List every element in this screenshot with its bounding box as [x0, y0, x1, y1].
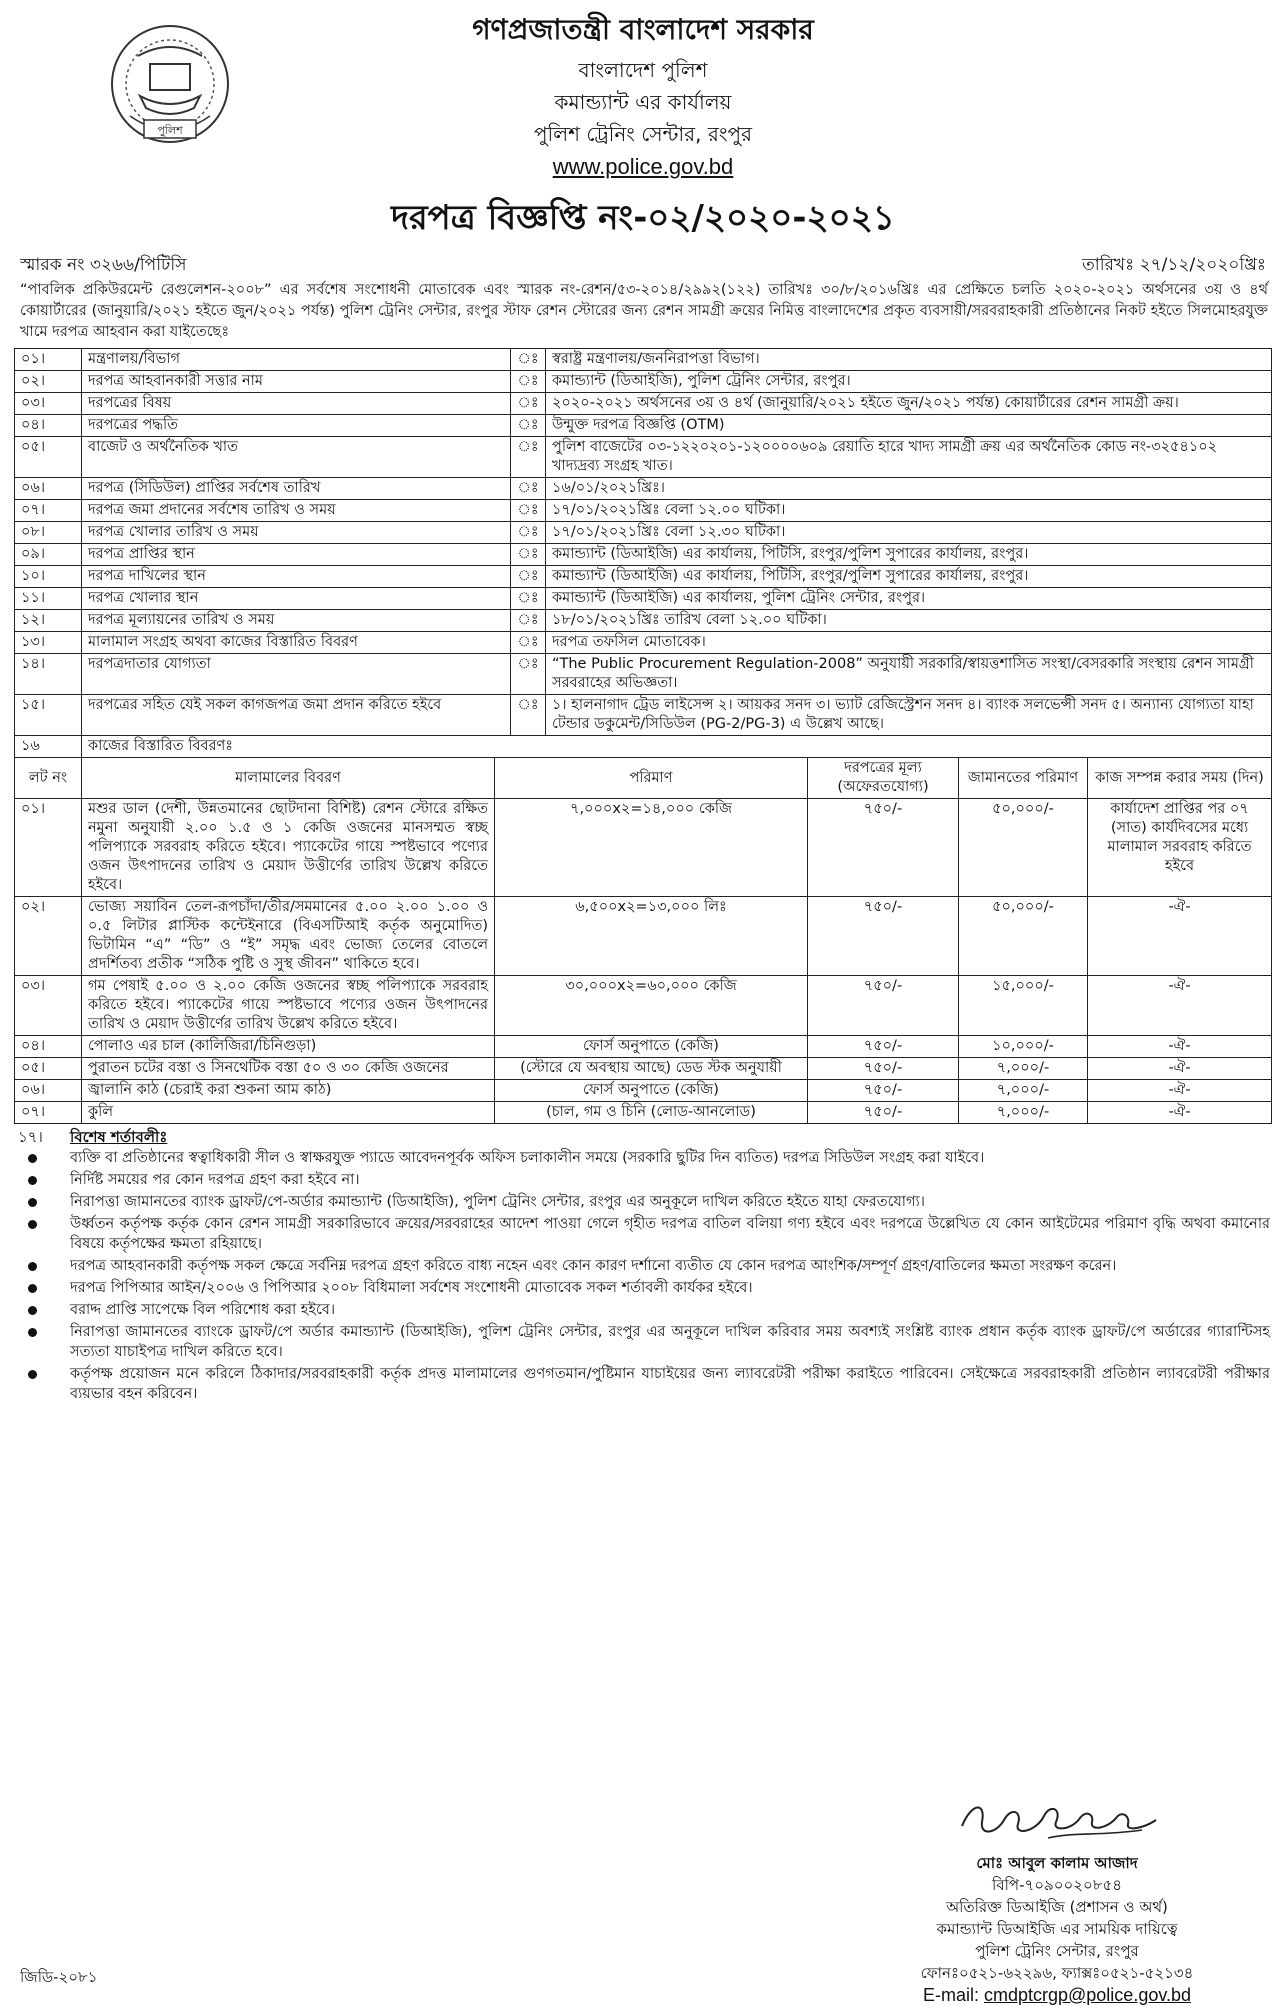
item-lot: ০৬।	[15, 1080, 82, 1102]
item-quantity: ৬,৫০০x২=১৩,০০০ লিঃ	[495, 897, 808, 976]
info-row	[15, 610, 1272, 632]
conditions-title: বিশেষ শর্তাবলীঃ	[70, 1128, 168, 1146]
condition-item	[18, 1322, 1270, 1362]
info-row-label: দরপত্র মূল্যায়নের তারিখ ও সময়	[82, 610, 511, 632]
info-row-label: দরপত্রের পদ্ধতি	[82, 415, 511, 437]
work-detail-label: কাজের বিস্তারিত বিবরণঃ	[82, 736, 1272, 758]
item-completion-time: -ঐ-	[1088, 1036, 1272, 1058]
item-security: ১০,০০০/-	[959, 1036, 1088, 1058]
info-row-label: দরপত্রের সহিত যেই সকল কাগজপত্র জমা প্রদান করিতে হইবে	[82, 695, 511, 736]
bullet-icon	[28, 1262, 37, 1271]
info-row-number: ১২।	[15, 610, 82, 632]
info-row-label: দরপত্রদাতার যোগ্যতা	[82, 654, 511, 695]
info-row-colon: ঃ	[511, 415, 546, 437]
info-row-number: ০৫।	[15, 437, 82, 478]
item-completion-time: -ঐ-	[1088, 1080, 1272, 1102]
info-row	[15, 437, 1272, 478]
info-row-colon: ঃ	[511, 522, 546, 544]
item-lot: ০৫।	[15, 1058, 82, 1080]
info-row-number: ১৪।	[15, 654, 82, 695]
website-link[interactable]: www.police.gov.bd	[552, 154, 734, 179]
item-description: গম পেষাই ৫.০০ ও ২.০০ কেজি ওজনের স্বচ্ছ পলিপ্যাকে সরবরাহ করিতে হইবে। প্যাকেটের গায়ে স্পষ্টভাবে পণ্যের ওজন উৎপাদনের তারিখ ও মেয়াদ উত্তীর্ণের তারিখ উল্লেখ করিতে হইবে।	[82, 976, 495, 1036]
work-detail-no: ১৬	[15, 736, 82, 758]
col-description: মালামালের বিবরণ	[82, 758, 495, 799]
item-description: পোলাও এর চাল (কালিজিরা/চিনিগুড়া)	[82, 1036, 495, 1058]
item-row	[15, 976, 1272, 1036]
item-schedule-price: ৭৫০/-	[808, 1036, 959, 1058]
item-lot: ০১।	[15, 799, 82, 897]
info-row-label: দরপত্র প্রাপ্তির স্থান	[82, 544, 511, 566]
col-schedule-price: দরপত্রের মূল্য (অফেরতযোগ্য)	[808, 758, 959, 799]
info-row-value: দরপত্র তফসিল মোতাবেক।	[546, 632, 1272, 654]
info-row-colon: ঃ	[511, 349, 546, 371]
bullet-icon	[28, 1328, 37, 1337]
condition-text: নির্দিষ্ট সময়ের পর কোন দরপত্র গ্রহণ করা হইবে না।	[70, 1172, 360, 1188]
signatory-duty: কমান্ড্যান্ট ডিআইজি এর সাময়িক দায়িত্বে	[936, 1920, 1178, 1938]
government-title: গণপ্রজাতন্ত্রী বাংলাদেশ সরকার	[472, 13, 814, 46]
condition-item	[18, 1300, 1270, 1320]
item-quantity: (স্টোরে যে অবস্থায় আছে) ডেড স্টক অনুযায়ী	[495, 1058, 808, 1080]
bullet-icon	[28, 1176, 37, 1185]
item-completion-time: -ঐ-	[1088, 1058, 1272, 1080]
info-row-number: ০৮।	[15, 522, 82, 544]
info-row-number: ১১।	[15, 588, 82, 610]
info-row	[15, 478, 1272, 500]
info-row-value: উন্মুক্ত দরপত্র বিজ্ঞপ্তি (OTM)	[546, 415, 1272, 437]
info-row-label: দরপত্র জমা প্রদানের সর্বশেষ তারিখ ও সময়	[82, 500, 511, 522]
item-lot: ০৭।	[15, 1102, 82, 1124]
condition-item	[18, 1364, 1270, 1404]
signatory-designation: অতিরিক্ত ডিআইজি (প্রশাসন ও অর্থ)	[946, 1898, 1168, 1916]
tender-info-table	[14, 348, 1272, 736]
info-row	[15, 544, 1272, 566]
condition-text: বরাদ্দ প্রাপ্তি সাপেক্ষে বিল পরিশোধ করা হইবে।	[70, 1302, 336, 1318]
info-row-number: ০১।	[15, 349, 82, 371]
contact-email	[842, 1984, 1272, 2006]
notice-page	[12, 4, 1274, 2005]
conditions-number: ১৭।	[18, 1128, 43, 1146]
info-row-colon: ঃ	[511, 437, 546, 478]
info-row-label: দরপত্র খোলার তারিখ ও সময়	[82, 522, 511, 544]
item-row	[15, 1058, 1272, 1080]
info-row-colon: ঃ	[511, 371, 546, 393]
item-security: ১৫,০০০/-	[959, 976, 1088, 1036]
item-lot: ০২।	[15, 897, 82, 976]
item-security: ৭,০০০/-	[959, 1058, 1088, 1080]
info-row-colon: ঃ	[511, 393, 546, 415]
info-row-label: দরপত্র খোলার স্থান	[82, 588, 511, 610]
info-row-number: ১৩।	[15, 632, 82, 654]
items-header-row	[15, 758, 1272, 799]
info-row-colon: ঃ	[511, 632, 546, 654]
item-quantity: (চাল, গম ও চিনি (লোড-আনলোড)	[495, 1102, 808, 1124]
item-row	[15, 799, 1272, 897]
info-row-colon: ঃ	[511, 566, 546, 588]
item-description: জ্বালানি কাঠ (চেরাই করা শুকনা আম কাঠ)	[82, 1080, 495, 1102]
info-row	[15, 632, 1272, 654]
item-quantity: ৩০,০০০x২=৬০,০০০ কেজি	[495, 976, 808, 1036]
condition-text: নিরাপত্তা জামানতের ব্যাংকে ড্রাফট/পে অর্ডার কমান্ড্যান্ট (ডিআইজি), পুলিশ ট্রেনিং সেন্টার, রংপুর এর অনুকূলে দাখিল করিবার সময় অবশ্যই সংশ্লিষ্ট ব্যাংক প্রধান কর্তৃক ব্যাংক ড্রাফট/পে অর্ডারের গ্যারান্টিসহ সত্যতা যাচাইপত্র দাখিল করিতে হবে।	[70, 1324, 1270, 1360]
info-row-label: বাজেট ও অর্থনৈতিক খাত	[82, 437, 511, 478]
info-row-value: ১। হালনাগাদ ট্রেড লাইসেন্স ২। আয়কর সনদ ৩। ভ্যাট রেজিস্ট্রেশন সনদ ৪। ব্যাংক সলভেন্সী সনদ ৫। অন্যান্য যোগ্যতা যাহা টেন্ডার ডকুমেন্ট/সিডিউল (PG-2/PG-3) এ উল্লেখ আছে।	[546, 695, 1272, 736]
item-schedule-price: ৭৫০/-	[808, 976, 959, 1036]
info-row-value: কমান্ড্যান্ট (ডিআইজি), পুলিশ ট্রেনিং সেন্টার, রংপুর।	[546, 371, 1272, 393]
item-schedule-price: ৭৫০/-	[808, 1080, 959, 1102]
contact-phone: ফোনঃ০৫২১-৬২২৯৬, ফ্যাক্সঃ০৫২১-৫২১৩৪	[920, 1964, 1194, 1982]
info-row-number: ১৫।	[15, 695, 82, 736]
condition-text: নিরাপত্তা জামানতের ব্যাংক ড্রাফট/পে-অর্ডার কমান্ড্যান্ট (ডিআইজি), পুলিশ ট্রেনিং সেন্টার, রংপুর এর অনুকূলে দাখিল করিতে হইতে যাহা ফেরতযোগ্য।	[70, 1194, 925, 1210]
info-row	[15, 500, 1272, 522]
info-row-label: দরপত্র (সিডিউল) প্রাপ্তির সর্বশেষ তারিখ	[82, 478, 511, 500]
info-row	[15, 695, 1272, 736]
info-row-number: ০৩।	[15, 393, 82, 415]
conditions-list	[18, 1148, 1270, 1406]
info-row-value: ১৭/০১/২০২১খ্রিঃ বেলা ১২.৩০ ঘটিকা।	[546, 522, 1272, 544]
info-row-value: ১৮/০১/২০২১খ্রিঃ তারিখ বেলা ১২.০০ ঘটিকা।	[546, 610, 1272, 632]
info-row	[15, 349, 1272, 371]
signatory-name: মোঃ আবুল কালাম আজাদ	[976, 1854, 1138, 1872]
condition-text: কর্তৃপক্ষ প্রয়োজন মনে করিলে ঠিকাদার/সরবরাহকারী কর্তৃক প্রদত্ত মালামালের গুণগতমান/পুষ্টিমান যাচাইয়ের জন্য ল্যাবরেটরী পরীক্ষা করাইতে পারিবেন। সেইক্ষেত্রে সরবরাহকারী প্রতিষ্ঠান ল্যাবরেটরী পরীক্ষার ব্যয়ভার বহন করিবেন।	[70, 1366, 1270, 1402]
info-row-number: ০৭।	[15, 500, 82, 522]
item-completion-time: -ঐ-	[1088, 976, 1272, 1036]
item-lot: ০৩।	[15, 976, 82, 1036]
item-description: মশুর ডাল (দেশী, উন্নতমানের ছোটদানা বিশিষ্ট) রেশন স্টোরে রক্ষিত নমুনা অনুযায়ী ২.০০ ১.৫ ও ১ কেজি ওজনের মানসম্মত স্বচ্ছ পলিপ্যাকে সরবরাহ করিতে হইবে। প্যাকেটের গায়ে স্পষ্টভাবে পণ্যের ওজন উৎপাদনের তারিখ ও মেয়াদ উত্তীর্ণের তারিখ উল্লেখ করিতে হইবে।	[82, 799, 495, 897]
item-schedule-price: ৭৫০/-	[808, 897, 959, 976]
item-schedule-price: ৭৫০/-	[808, 1058, 959, 1080]
info-row-label: মন্ত্রণালয়/বিভাগ	[82, 349, 511, 371]
info-row-colon: ঃ	[511, 695, 546, 736]
info-row-label: দরপত্র আহবানকারী সত্তার নাম	[82, 371, 511, 393]
item-completion-time: -ঐ-	[1088, 1102, 1272, 1124]
condition-text: দরপত্র আহবানকারী কর্তৃপক্ষ সকল ক্ষেত্রে সর্বনিম্ন দরপত্র গ্রহণ করিতে বাধ্য নহেন এবং কোন কারণ দর্শানো ব্যতীত যে কোন দরপত্র আংশিক/সম্পূর্ণ গ্রহণ/বাতিলের ক্ষমতা সংরক্ষণ করেন।	[70, 1258, 1117, 1274]
intro-paragraph: “পাবলিক প্রকিউরমেন্ট রেগুলেশন-২০০৮” এর সর্বশেষ সংশোধনী মোতাবেক এবং স্মারক নং-রেশন/৫৩-২০১৪/২৯৯২(১২২) তারিখঃ ৩০/৮/২০১৬খ্রিঃ এর প্রেক্ষিতে চলতি ২০২০-২০২১ অর্থসনের ৩য় ও ৪র্থ কোয়ার্টারের (জানুয়ারি/২০২১ হইতে জুন/২০২১ পর্যন্ত) পুলিশ ট্রেনিং সেন্টার, রংপুর স্টাফ রেশন স্টোরের জন্য রেশন সামগ্রী ক্রয়ের নিমিত্ত বাংলাদেশের প্রকৃত ব্যবসায়ী/সরবরাহকারী প্রতিষ্ঠানের নিকট হইতে সিলমোহরযুক্ত খামে দরপত্র আহবান করা যাইতেছেঃ	[20, 282, 1268, 340]
info-row-colon: ঃ	[511, 544, 546, 566]
item-schedule-price: ৭৫০/-	[808, 1102, 959, 1124]
info-row-value: কমান্ড্যান্ট (ডিআইজি) এর কার্যালয়, পিটিসি, রংপুর/পুলিশ সুপারের কার্যালয়, রংপুর।	[546, 566, 1272, 588]
email-link[interactable]: cmdptcrgp@police.gov.bd	[983, 1985, 1192, 2005]
info-row-colon: ঃ	[511, 478, 546, 500]
info-row-value: স্বরাষ্ট্র মন্ত্রণালয়/জননিরাপত্তা বিভাগ।	[546, 349, 1272, 371]
info-row-label: দরপত্রের বিষয়	[82, 393, 511, 415]
condition-text: দরপত্র পিপিআর আইন/২০০৬ ও পিপিআর ২০০৮ বিধিমালা সর্বশেষ সংশোধনী মোতাবেক সকল শর্তাবলী কার্যকর হইবে।	[70, 1280, 753, 1296]
item-row	[15, 897, 1272, 976]
info-row-value: কমান্ড্যান্ট (ডিআইজি) এর কার্যালয়, পিটিসি, রংপুর/পুলিশ সুপারের কার্যালয়, রংপুর।	[546, 544, 1272, 566]
notice-title: দরপত্র বিজ্ঞপ্তি নং-০২/২০২০-২০২১	[391, 198, 895, 238]
info-row	[15, 566, 1272, 588]
work-detail-row	[15, 736, 1272, 758]
condition-item	[18, 1170, 1270, 1190]
signatory-org: পুলিশ ট্রেনিং সেন্টার, রংপুর	[975, 1942, 1139, 1960]
item-completion-time: -ঐ-	[1088, 897, 1272, 976]
info-row-colon: ঃ	[511, 500, 546, 522]
organization-name: বাংলাদেশ পুলিশ	[578, 58, 708, 82]
condition-item	[18, 1278, 1270, 1298]
info-row-label: মালামাল সংগ্রহ অথবা কাজের বিস্তারিত বিবরণ	[82, 632, 511, 654]
item-security: ৭,০০০/-	[959, 1080, 1088, 1102]
center-name: পুলিশ ট্রেনিং সেন্টার, রংপুর	[533, 122, 753, 146]
info-row-colon: ঃ	[511, 588, 546, 610]
info-row-value: “The Public Procurement Regulation-2008” অনুযায়ী সরকারি/স্বায়ত্তশাসিত সংস্থা/বেসরকারি সংস্থায় রেশন সামগ্রী সরবরাহের অভিজ্ঞতা।	[546, 654, 1272, 695]
bullet-icon	[28, 1306, 37, 1315]
signature-block	[842, 1852, 1272, 2006]
info-row-number: ০৯।	[15, 544, 82, 566]
item-description: ভোজ্য সয়াবিন তেল-রূপচাঁদা/তীর/সমমানের ৫.০০ ২.০০ ১.০০ ও ০.৫ লিটার প্লাস্টিক কন্টেইনারে (বিএসটিআই কর্তৃক অনুমোদিত) ভিটামিন “এ” “ডি” ও “ই” সমৃদ্ধ এবং ভোজ্য তেলের বোতলে প্রদর্শিতব্য প্রতীক “সঠিক পুষ্টি ও সুস্থ জীবন” থাকিতে হবে।	[82, 897, 495, 976]
bullet-icon	[28, 1220, 37, 1229]
col-completion-time: কাজ সম্পন্ন করার সময় (দিন)	[1088, 758, 1272, 799]
bullet-icon	[28, 1198, 37, 1207]
info-row-number: ০২।	[15, 371, 82, 393]
info-row-number: ০৬।	[15, 478, 82, 500]
items-table	[14, 735, 1272, 1124]
info-row-value: কমান্ড্যান্ট (ডিআইজি) এর কার্যালয়, পুলিশ ট্রেনিং সেন্টার, রংপুর।	[546, 588, 1272, 610]
item-security: ৫০,০০০/-	[959, 799, 1088, 897]
email-label: E-mail:	[922, 1985, 979, 2005]
info-row-colon: ঃ	[511, 610, 546, 632]
condition-text: উর্ধ্বতন কর্তৃপক্ষ কর্তৃক কোন রেশন সামগ্রী সরকারিভাবে ক্রয়ের/সরবরাহের আদেশ পাওয়া গেলে গৃহীত দরপত্র বাতিল বলিয়া গণ্য হইবে এবং দরপত্রে উল্লেখিত যে কোন আইটেমের পরিমাণ বৃদ্ধি অথবা কমানোর বিষয়ে কর্তৃপক্ষের ক্ষমতা রহিয়াছে।	[70, 1216, 1270, 1252]
item-row	[15, 1080, 1272, 1102]
condition-item	[18, 1192, 1270, 1212]
item-lot: ০৪।	[15, 1036, 82, 1058]
item-row	[15, 1102, 1272, 1124]
info-row	[15, 654, 1272, 695]
footer-reference: জিডি-২০৮১	[20, 1968, 98, 1986]
item-quantity: ফোর্স অনুপাতে (কেজি)	[495, 1080, 808, 1102]
info-row-value: ২০২০-২০২১ অর্থসনের ৩য় ও ৪র্থ (জানুয়ারি/২০২১ হইতে জুন/২০২১ পর্যন্ত) কোয়ার্টারের রেশন সামগ্রী ক্রয়।	[546, 393, 1272, 415]
item-quantity: ৭,০০০x২=১৪,০০০ কেজি	[495, 799, 808, 897]
info-row-label: দরপত্র দাখিলের স্থান	[82, 566, 511, 588]
condition-text: ব্যক্তি বা প্রতিষ্ঠানের স্বত্বাধিকারী সীল ও স্বাক্ষরযুক্ত প্যাডে আবেদনপূর্বক অফিস চলাকালীন সময়ে (সরকারি ছুটির দিন ব্যতিত) দরপত্র সিডিউল সংগ্রহ করা যাইবে।	[70, 1150, 985, 1166]
info-row-number: ১০।	[15, 566, 82, 588]
info-row	[15, 415, 1272, 437]
signature-image-icon	[952, 1792, 1172, 1852]
condition-item	[18, 1214, 1270, 1254]
item-quantity: ফোর্স অনুপাতে (কেজি)	[495, 1036, 808, 1058]
bullet-icon	[28, 1370, 37, 1379]
info-row	[15, 522, 1272, 544]
info-row-number: ০৪।	[15, 415, 82, 437]
memo-number: স্মারক নং ৩২৬৬/পিটিসি	[20, 255, 187, 275]
bullet-icon	[28, 1154, 37, 1163]
item-schedule-price: ৭৫০/-	[808, 799, 959, 897]
item-security: ৭,০০০/-	[959, 1102, 1088, 1124]
svg-text:পুলিশ: পুলিশ	[157, 124, 183, 137]
info-row	[15, 393, 1272, 415]
item-row	[15, 1036, 1272, 1058]
info-row	[15, 371, 1272, 393]
item-description: পুরাতন চটের বস্তা ও সিনথেটিক বস্তা ৫০ ও ৩০ কেজি ওজনের	[82, 1058, 495, 1080]
info-row-colon: ঃ	[511, 654, 546, 695]
notice-date: তারিখঃ ২৭/১২/২০২০খ্রিঃ	[1082, 255, 1266, 275]
item-completion-time: কার্যাদেশ প্রাপ্তির পর ০৭ (সাত) কার্যদিবসের মধ্যে মালামাল সরবরাহ করিতে হইবে	[1088, 799, 1272, 897]
col-quantity: পরিমাণ	[495, 758, 808, 799]
col-security: জামানতের পরিমাণ	[959, 758, 1088, 799]
info-row	[15, 588, 1272, 610]
condition-item	[18, 1148, 1270, 1168]
col-lot: লট নং	[15, 758, 82, 799]
info-row-value: পুলিশ বাজেটের ০৩-১২২০২০১-১২০০০০৬০৯ রেয়াতি হারে খাদ্য সামগ্রী ক্রয় এর অর্থনৈতিক কোড নং-৩২৫৪১০২ খাদ্যদ্রব্য সংগ্রহ খাত।	[546, 437, 1272, 478]
info-row-value: ১৭/০১/২০২১খ্রিঃ বেলা ১২.০০ ঘটিকা।	[546, 500, 1272, 522]
item-description: কুলি	[82, 1102, 495, 1124]
office-name: কমান্ড্যান্ট এর কার্যালয়	[554, 90, 732, 114]
signatory-bp: বিপি-৭০৯০০২০৮৫৪	[992, 1876, 1122, 1894]
condition-item	[18, 1256, 1270, 1276]
info-row-value: ১৬/০১/২০২১খ্রিঃ।	[546, 478, 1272, 500]
item-security: ৫০,০০০/-	[959, 897, 1088, 976]
bullet-icon	[28, 1284, 37, 1293]
